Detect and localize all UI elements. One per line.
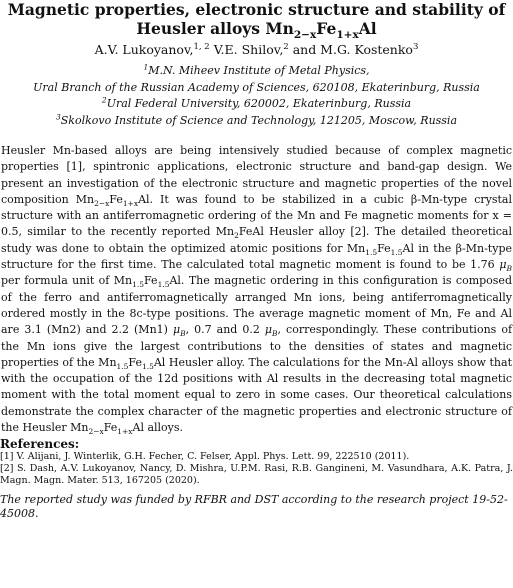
affiliation-1-cont: Ural Branch of the Russian Academy of Sciences, 620108, Ekaterinburg, Russia xyxy=(33,80,480,94)
abstract-text: Heusler Mn-based alloys are being intensively studied because of complex magnetic properties [1], spintronic applications, electronic structure and band-gap design. We present an investigation of the electronic structure and magnetic properties of the novel composition $Mn_{2-x}Fe_{1+x}Al$. It was found to be stabilized in a cubic β-Mn-type crystal structure with an antiferromagnetic ordering of the Mn and Fe magnetic moments for x = 0.5, similar to the recently reported $Mn_2FeAl$ Heusler alloy [2]. The detailed theoretical study was done to obtain the optimized atomic positions for $Mn_{1.5}Fe_{1.5}Al$ in the β-Mn-type structure for the first time. The calculated total magnetic moment is found to be 1.76 $\mu_B$ per formula unit of $Mn_{1.5}Fe_{1.5}Al$. The magnetic ordering in this configuration is composed of the ferro and antiferromagnetically arranged Mn ions, being antiferromagnetically ordered mostly in the 8c-type positions. The average magnetic moment of Mn, Fe and Al are 3.1 (Mn2) and 2.2 (Mn1) $\mu_B$, 0.7 and 0.2 $\mu_B$, correspondingly. These contributions of the Mn ions give the largest contributions to the densities of states and magnetic properties of the $Mn_{1.5}Fe_{1.5}Al$ Heusler alloy. The calculations for the Mn-Al alloys show that with the occupation of the 12d positions with Al results in the decreasing total magnetic moment with the total moment equal to zero in some cases. Our theoretical calculations demonstrate the complex character of the magnetic properties and electronic structure of the Heusler $Mn_{2-x}Fe_{1+x}Al$ alloys. xyxy=(1,144,513,437)
funding-note: The reported study was funded by RFBR and DST according to the research project 19-52-45008. xyxy=(0,493,508,521)
affiliation-2: $^2$Ural Federal University, 620002, Ekaterinburg, Russia xyxy=(101,95,412,110)
author-3: and M.G. Kostenko$^3$ xyxy=(292,41,419,57)
affiliation-3: $^3$Skolkovo Institute of Science and Technology, 121205, Moscow, Russia xyxy=(55,111,458,127)
paper-title xyxy=(0,0,513,42)
references-heading: References: xyxy=(0,437,80,452)
reference-2: [2] S. Dash, A.V. Lukoyanov, Nancy, D. Mishra, U.P.M. Rasi, R.B. Gangineni, M. Vasundhara, A.K. Patra, J. Magn. Magn. Mater. 513, 167205 (2020). xyxy=(0,463,513,487)
author-list xyxy=(0,41,513,59)
affiliation-1: $^1$M.N. Miheev Institute of Metal Physics, xyxy=(143,62,370,77)
affiliation-list xyxy=(0,63,513,129)
reference-1: [1] V. Alijani, J. Winterlik, G.H. Fecher, C. Felser, Appl. Phys. Lett. 99, 222510 (2011). xyxy=(0,451,410,463)
author-1: A.V. Lukoyanov,$^{1, 2}$ xyxy=(94,41,210,57)
title-line-2: Heusler alloys $Mn_{2-x}Fe_{1+x}Al$ xyxy=(136,19,377,42)
title-line-1: Magnetic properties, electronic structure and stability of xyxy=(7,0,506,19)
author-2: V.E. Shilov,$^2$ xyxy=(213,41,289,57)
